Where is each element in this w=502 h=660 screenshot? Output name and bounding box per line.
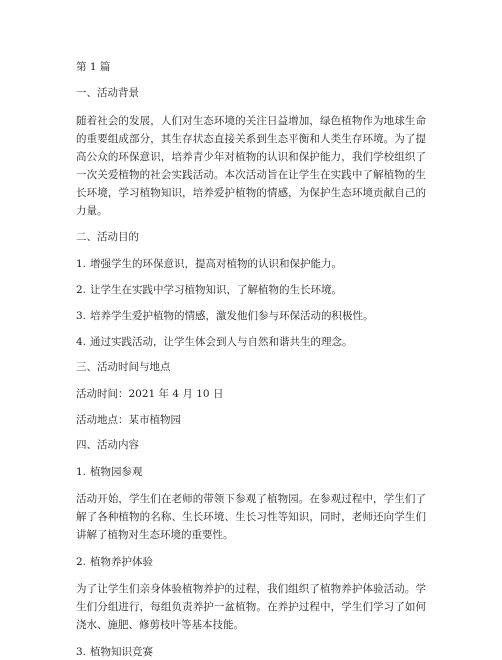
purpose-item-text: 培养学生爱护植物的情感，激发他们参与环保活动的积极性。 <box>90 310 374 322</box>
content-subheading-number: 2. <box>76 556 87 568</box>
content-subheading-title: 植物养护体验 <box>90 556 154 568</box>
content-subheading-2 <box>76 554 426 570</box>
section-heading-purpose: 二、活动目的 <box>76 231 139 243</box>
document-title: 第 1 篇 <box>76 61 111 73</box>
content-subheading-3 <box>76 644 426 660</box>
content-subheading-number: 3. <box>76 646 87 658</box>
content-paragraph-1: 活动开始，学生们在老师的带领下参观了植物园。在参观过程中，学生们了解了各种植物的名称、生长环境、生长习性等知识，同时，老师还向学生们讲解了植物对生态环境的重要性。 <box>76 493 426 541</box>
purpose-item-number: 1. <box>76 258 87 270</box>
content-subheading-title: 植物知识竞赛 <box>90 646 154 658</box>
purpose-item-1 <box>76 256 426 272</box>
purpose-item-number: 4. <box>76 336 87 348</box>
section-heading-content: 四、活动内容 <box>76 439 139 451</box>
purpose-item-text: 让学生在实践中学习植物知识，了解植物的生长环境。 <box>90 284 343 296</box>
section-heading-background: 一、活动背景 <box>76 87 139 99</box>
content-paragraph-2: 为了让学生们亲身体验植物养护的过程，我们组织了植物养护体验活动。学生们分组进行，每组负责养护一盆植物。在养护过程中，学生们学习了如何浇水、施肥、修剪枝叶等基本技能。 <box>76 583 426 631</box>
purpose-item-2 <box>76 282 426 298</box>
content-subheading-number: 1. <box>76 466 87 478</box>
content-subheading-title: 植物园参观 <box>90 466 143 478</box>
purpose-item-text: 通过实践活动，让学生体会到人与自然和谐共生的理念。 <box>90 336 353 348</box>
background-paragraph: 随着社会的发展，人们对生态环境的关注日益增加，绿色植物作为地球生命的重要组成部分，其生存状态直接关系到生态平衡和人类生存环境。为了提高公众的环保意识，培养青少年对植物的认识和保护能力，我们学校组织了一次关爱植物的社会实践活动。本次活动旨在让学生在实践中了解植物的生长环境，学习植物知识，培养爱护植物的情感，为保护生态环境贡献自己的力量。 <box>76 115 426 217</box>
content-subheading-1 <box>76 464 426 480</box>
purpose-item-number: 2. <box>76 284 87 296</box>
section-heading-time-place: 三、活动时间与地点 <box>76 361 171 373</box>
activity-place: 活动地点：某市植物园 <box>76 414 181 426</box>
purpose-item-number: 3. <box>76 310 87 322</box>
purpose-item-4 <box>76 334 426 350</box>
purpose-item-3 <box>76 308 426 324</box>
activity-time: 活动时间：2021 年 4 月 10 日 <box>76 388 224 400</box>
purpose-item-text: 增强学生的环保意识，提高对植物的认识和保护能力。 <box>90 258 343 270</box>
